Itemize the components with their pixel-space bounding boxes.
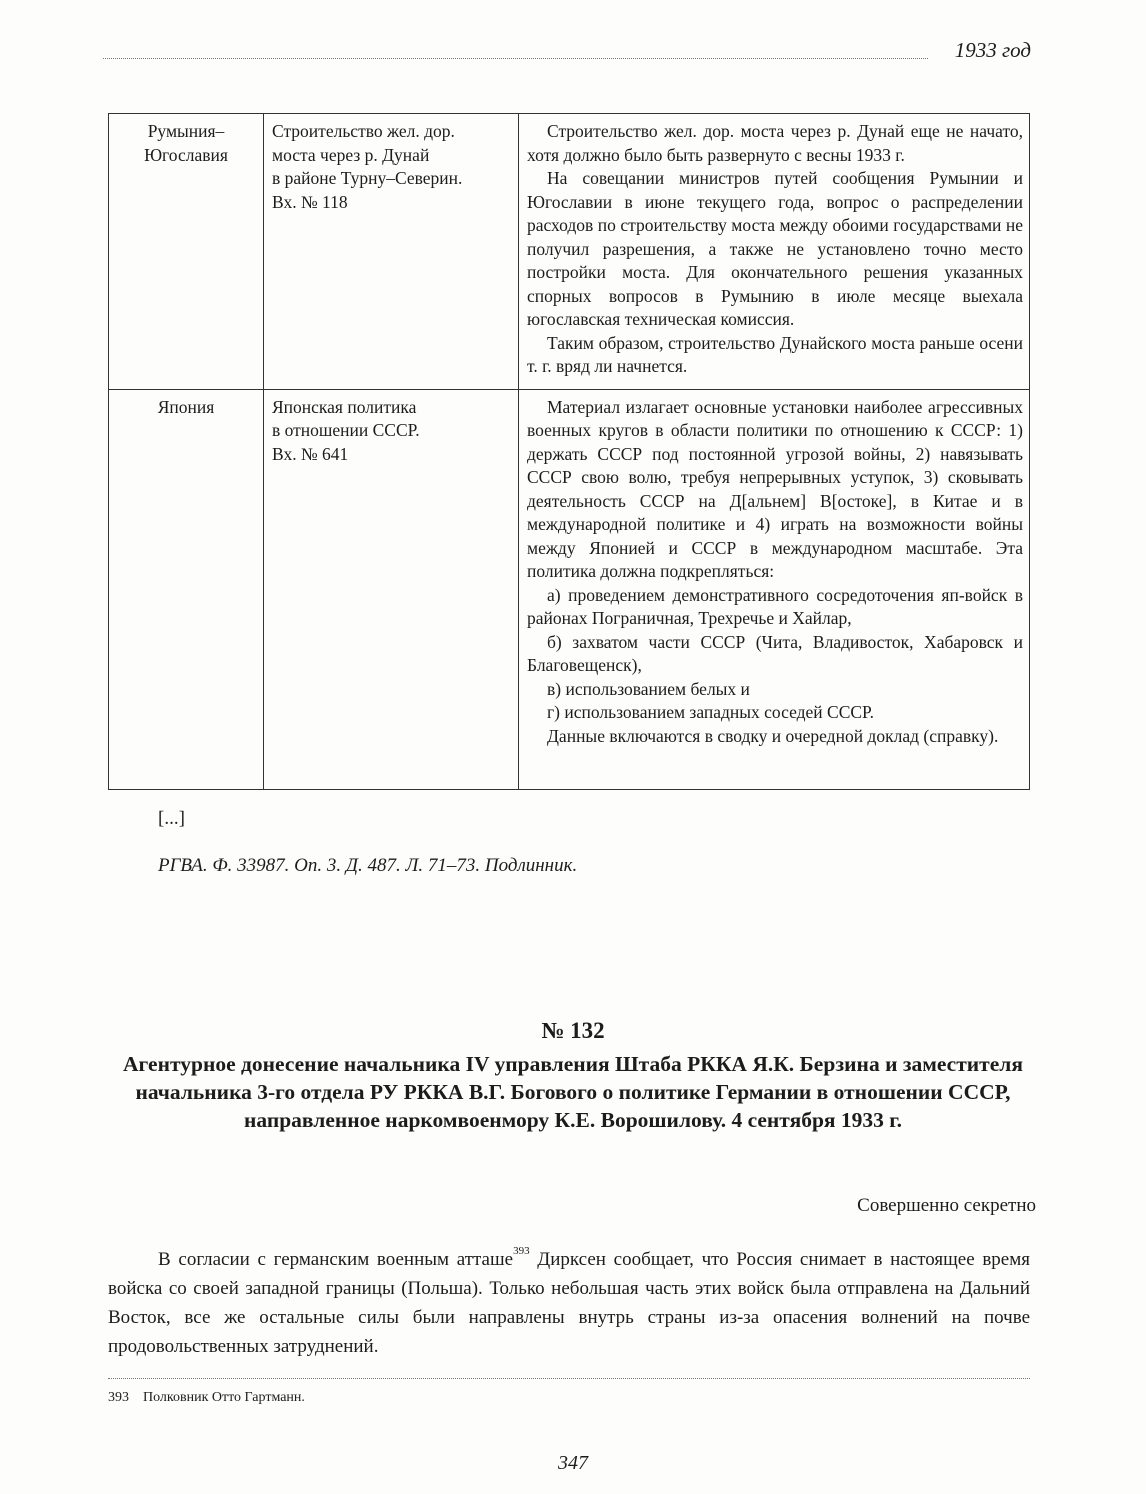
content-paragraph: На совещании министров путей сообщения Румынии и Югославии в июне текущего года, вопрос о распределении расходов по строительству моста между обоими государствами не получил разрешения, а также не установлено точно место постройки моста. Для окончательного решения указанных спорных вопросов в Румынию в июле месяце выехала югославская техническая комиссия. <box>527 168 1023 329</box>
subject-cell <box>264 389 519 789</box>
page-number: 347 <box>558 1452 588 1474</box>
footnote-number: 393 <box>108 1390 129 1405</box>
content-paragraph: б) захватом части СССР (Чита, Владивосток, Хабаровск и Благовещенск), <box>527 631 1023 675</box>
content-paragraph: Таким образом, строительство Дунайского моста раньше осени т. г. вряд ли начнется. <box>527 332 1023 376</box>
header-rule <box>103 58 928 59</box>
content-paragraph: а) проведением демонстративного сосредоточения яп-войск в районах Пограничная, Трехречье и Хайлар, <box>527 584 1023 628</box>
content-paragraph: в) использованием белых и <box>547 678 750 699</box>
report-table <box>108 113 1030 790</box>
document-title: Агентурное донесение начальника IV управления Штаба РККА Я.К. Берзина и заместителя начальника 3-го отдела РУ РККА В.Г. Богового о политике Германии в отношении СССР, направленное наркомвоенмору К.Е. Ворошилову. 4 сентября 1933 г. <box>123 1052 1023 1132</box>
body-text-end: Дирксен сообщает, что Россия снимает в настоящее время войска со своей западной границы (Польша). Только небольшая часть этих войск была отправлена на Дальний Восток, все же остальные силы были направлены внутрь страны из-за опасения волнений на почве продовольственных затруднений. <box>108 1249 1030 1357</box>
body-paragraph <box>108 1245 1030 1361</box>
subject-line: Строительство жел. дор. <box>272 121 455 141</box>
content-paragraph: Строительство жел. дор. моста через р. Дунай еще не начато, хотя должно было быть развернуто с весны 1933 г. <box>527 121 1023 165</box>
footnote-rule <box>108 1378 1030 1379</box>
country-cell: Румыния–Югославия <box>109 114 264 390</box>
subject-line: Японская политика <box>272 396 417 417</box>
subject-line: в отношении СССР. <box>272 420 420 440</box>
content-cell <box>519 389 1030 789</box>
table-row <box>109 114 1030 390</box>
content-paragraph: Материал излагает основные установки наиболее агрессивных военных кругов в области политики по отношению к СССР: 1) держать СССР под постоянной угрозой войны, 2) навязывать СССР свою волю, требуя непрерывных уступок, 3) сковывать деятельность СССР на Д[альнем] В[остоке], в Китае и в международной политике и 4) играть на возможности войны между Японией и СССР в международном масштабе. Эта политика должна подкрепляться: <box>527 396 1023 581</box>
country-cell: Япония <box>109 389 264 789</box>
footnote-text: Полковник Отто Гартманн. <box>143 1390 305 1405</box>
omission-mark: [...] <box>158 808 185 829</box>
content-paragraph: г) использованием западных соседей СССР. <box>547 702 874 722</box>
content-cell <box>519 114 1030 390</box>
footnote <box>108 1390 305 1406</box>
classification-label: Совершенно секретно <box>857 1195 1036 1216</box>
running-header-year: 1933 год <box>954 38 1031 62</box>
subject-line: Вх. № 118 <box>272 191 348 212</box>
body-text-start: В согласии с германским военным атташе <box>158 1249 514 1270</box>
table-row <box>109 389 1030 789</box>
archival-source: РГВА. Ф. 33987. Оп. 3. Д. 487. Л. 71–73. Подлинник. <box>158 855 578 876</box>
subject-line: в районе Турну–Северин. <box>272 168 463 188</box>
content-paragraph: Данные включаются в сводку и очередной доклад (справку). <box>547 725 999 746</box>
subject-line: Вх. № 641 <box>272 443 349 464</box>
footnote-reference: 393 <box>513 1245 530 1257</box>
document-number: № 132 <box>541 1018 605 1043</box>
subject-line: моста через р. Дунай <box>272 144 430 165</box>
subject-cell <box>264 114 519 390</box>
